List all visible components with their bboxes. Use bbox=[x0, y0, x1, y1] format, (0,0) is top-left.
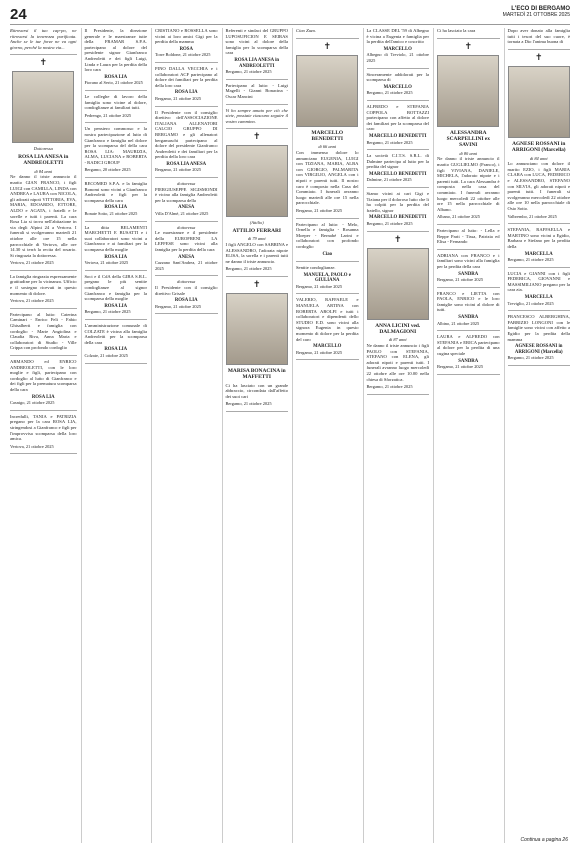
divider bbox=[367, 231, 430, 232]
notice-sig: AGNESE ROSSANI in ARRIGONI (Marcella) bbox=[514, 344, 563, 355]
column-3 bbox=[151, 28, 218, 843]
obituary-notice bbox=[367, 72, 430, 96]
obituary-notice bbox=[226, 28, 289, 75]
obituary-notice bbox=[296, 265, 359, 289]
newspaper-name: L'ECO DI BERGAMO bbox=[511, 6, 570, 12]
divider bbox=[437, 374, 500, 375]
notice-date: Vertova, 21 ottobre 2025 bbox=[10, 260, 54, 266]
notice-sig: ANESA bbox=[178, 205, 195, 211]
notice-sig: ROSA LIA bbox=[104, 303, 128, 309]
notice-text: VALERIO, RAFFAELE e MANUELA ARTINA con ROBERTA AROLFI e tutti i collaboratori e dipendenti dello STUDIO E.D. sono vicini alla signora Eugenia in questo momento di dolore per la perdita del caro bbox=[296, 297, 359, 342]
divider bbox=[296, 218, 359, 219]
obituary-notice bbox=[508, 271, 571, 307]
obituary-notice bbox=[10, 58, 77, 266]
notice-text: Ne danno il triste annuncio il marito GUGLIELMO (Franco), i figli VIVIANA, DANIELE, MICHELA, l'adorato nipote e i parenti tutti. La cara Alessandra è composta nella casa del commiato. I funerali avranno luogo mercoledì 22 ottobre alle ore 15 nella parrocchiale di Albano. bbox=[437, 156, 500, 212]
obituary-notice bbox=[226, 83, 289, 100]
notice-date: Cazzano Sant'Andrea, 21 ottobre 2025 bbox=[155, 260, 218, 271]
notice-date: Bergamo, 21 ottobre 2025 bbox=[507, 355, 554, 361]
obituary-notice bbox=[85, 225, 148, 266]
obituary-notice bbox=[226, 108, 289, 125]
notice-text: PINO DALLA VECCHIA e i collaboratori ACF partecipano al dolore dei familiari per la perdita della loro cara bbox=[155, 65, 218, 88]
notice-date: Bonate Sotto, 21 ottobre 2025 bbox=[84, 211, 138, 217]
notice-name: ANNA LICINI ved. DALMAGIONI bbox=[375, 322, 421, 336]
notice-text: LAURA e ALFREDO con STEFANIA e ERICA partecipano al dolore per la perdita di una cugina speciale bbox=[437, 334, 500, 357]
notice-date: Albegno di Treviolo, 21 ottobre 2025 bbox=[366, 52, 429, 63]
notice-date: Fiorano al Serio, 21 ottobre 2025 bbox=[84, 80, 143, 86]
notice-text: Ne danno il triste annuncio i figli PAOLO con STEFANIA, STEFANO con ELENA, gli adorati nipoti e parenti tutti. I funerali avranno luogo mercoledì 22 ottobre alle ore 10.00 nella chiesa di Sforzatica. bbox=[366, 343, 429, 382]
notice-sig: SANDRA bbox=[458, 358, 479, 364]
cross-icon: ✝ bbox=[534, 52, 543, 63]
divider bbox=[296, 261, 359, 262]
notice-text: Lo annunciano con dolore il marito EZIO, i figli MARIA CLARA con LUCA, FEDERICO e ALESSANDRO, STEFANO con SILVIA, gli adorati nipoti e parenti tutti. I funerali si svolgeranno mercoledì 22 ottobre alle ore 10 nella parrocchiale di Osio Sotto. bbox=[507, 161, 570, 211]
divider bbox=[85, 177, 148, 178]
notice-date: Vertova, 21 ottobre 2025 bbox=[10, 298, 54, 304]
obituary-notice bbox=[367, 191, 430, 227]
notice-sig: MARCELLA bbox=[524, 251, 553, 257]
obituary-notice bbox=[296, 42, 359, 214]
divider bbox=[437, 330, 500, 331]
continues-note: Continua a pagina 26 bbox=[520, 837, 568, 843]
divider bbox=[367, 187, 430, 188]
notice-sig: MARCELLO BENEDETTI bbox=[369, 171, 427, 177]
divider bbox=[10, 270, 77, 271]
obituary-notice bbox=[10, 414, 77, 450]
notice-place: dottoressa bbox=[177, 224, 196, 230]
notice-text: La ditta BELAMENTI MARCHETTI E BUSATTI e i suoi collaboratori sono vicini a Gianfranco e ai familiari per la scomparsa della moglie bbox=[84, 224, 147, 252]
obituary-notice bbox=[85, 274, 148, 315]
notice-date: Pedrengo, 21 ottobre 2025 bbox=[84, 112, 132, 118]
notice-date: Bergamo, 21 ottobre 2025 bbox=[366, 221, 413, 227]
obituary-notice bbox=[155, 28, 218, 58]
notice-date: Valbrembo, 21 ottobre 2025 bbox=[507, 213, 557, 219]
notice-text: Partecipano al lutto: Caterina Caminari - Enrico Feli - Fabio Ghisalberti e famiglia con cordoglio - Marie Angiolina e Claudia Riva, Anna Maria e collaboratori di Studio - Ville Crippa con profondo cordoglio bbox=[10, 311, 77, 351]
divider bbox=[508, 310, 571, 311]
obituary-notice bbox=[85, 94, 148, 118]
obituary-notice bbox=[367, 104, 430, 145]
notice-text: RECOMED S.P.A. e la famiglia Bonomi sono vicini a Gianfranco Andreoletti e figli per la scomparsa della cara bbox=[84, 181, 147, 203]
notice-text: La famiglia ringrazia espressamente gratitudine per la vicinanza. Ufficio e il sostegno ricevuti in questo momento di dolore. bbox=[10, 273, 77, 296]
notice-date: Colzate, 21 ottobre 2025 bbox=[84, 352, 128, 358]
obituary-notice bbox=[437, 291, 500, 327]
cross-icon: ✝ bbox=[252, 279, 261, 290]
notice-date: Dalmine, 21 ottobre 2025 bbox=[366, 177, 412, 183]
divider bbox=[10, 54, 77, 55]
portrait-photo bbox=[367, 248, 429, 320]
notice-text: Dopo aver donato alla famiglia tutti i tesori del suo cuore, è tornata a Dio l'anima buona di bbox=[507, 28, 570, 45]
obituary-notice bbox=[437, 228, 500, 245]
divider bbox=[367, 100, 430, 101]
divider bbox=[10, 355, 77, 356]
divider bbox=[155, 275, 218, 276]
divider bbox=[296, 359, 359, 360]
divider bbox=[226, 104, 289, 105]
divider bbox=[367, 149, 430, 150]
obituary-notice bbox=[437, 334, 500, 370]
notice-text: Sentite condoglianze. bbox=[296, 265, 336, 271]
page-number: 24 bbox=[10, 6, 27, 23]
obituary-notice bbox=[85, 323, 148, 359]
obituary-notice bbox=[85, 181, 148, 217]
page-header bbox=[10, 6, 570, 25]
divider bbox=[155, 313, 218, 314]
divider bbox=[85, 221, 148, 222]
portrait-photo bbox=[12, 71, 74, 143]
divider bbox=[85, 122, 148, 123]
divider bbox=[367, 68, 430, 69]
notice-sig: ROSA LIA ANESA bbox=[166, 161, 207, 167]
divider bbox=[226, 411, 289, 412]
divider bbox=[10, 410, 77, 411]
notice-sig: ROSA LIA bbox=[104, 347, 128, 353]
notice-sig: MARCELLO BENEDETTI bbox=[369, 215, 427, 221]
divider bbox=[155, 62, 218, 63]
obituary-grid bbox=[10, 28, 570, 843]
notice-sig: MANUELA, PAOLO e GIULIANA bbox=[303, 272, 351, 284]
notice-text: Ci ha lasciato la cara bbox=[437, 28, 476, 33]
notice-date: Casnigo, 21 ottobre 2025 bbox=[10, 400, 55, 406]
obituary-notice bbox=[508, 227, 571, 263]
notice-date: Bergamo, 20 ottobre 2025 bbox=[84, 167, 131, 173]
column-6 bbox=[363, 28, 430, 843]
notice-sub: di 84 anni bbox=[529, 155, 548, 161]
divider bbox=[155, 177, 218, 178]
obituary-notice bbox=[367, 235, 430, 390]
obituary-notice bbox=[296, 28, 359, 34]
cross-icon: ✝ bbox=[464, 41, 473, 52]
obituary-notice bbox=[155, 225, 218, 272]
notice-name: ALESSANDRA SCARPELLINI ex SAVINI bbox=[446, 129, 490, 149]
divider bbox=[437, 38, 500, 39]
notice-sig: ROSA LIA bbox=[104, 254, 128, 260]
notice-date: Bergamo, 21 ottobre 2025 bbox=[437, 277, 484, 283]
notice-date: Bergamo, 21 ottobre 2025 bbox=[366, 90, 413, 96]
notice-date: Bergamo, 21 ottobre 2025 bbox=[296, 283, 343, 289]
notice-date: Bergamo, 21 ottobre 2025 bbox=[225, 69, 272, 75]
notice-text: Incredulli, TANIA e PATRIZIA pregano per la cara ROSA LIA, stringendosi a Gianfranco e figli per l'improvvisa scomparsa della loro amica. bbox=[10, 413, 77, 442]
obituary-notice bbox=[367, 153, 430, 183]
masthead bbox=[503, 6, 570, 18]
issue-date: MARTEDÌ 21 OTTOBRE 2025 bbox=[502, 12, 570, 18]
cross-icon: ✝ bbox=[252, 132, 261, 143]
notice-text: L'amministrazione comunale di COLZATE è vicina alla famiglia Andreoletti per la scomparsa della cara bbox=[84, 322, 147, 345]
notice-sig: SANDRA bbox=[458, 315, 479, 321]
obituary-notice bbox=[155, 110, 218, 174]
notice-sig: Ciao bbox=[322, 251, 333, 257]
notice-sig: ROSA LIA bbox=[104, 74, 128, 80]
notice-text: I figli ANGELO con SABRINA e ALESSANDRO, l'adorata nipote ELISA, la sorella e i parenti tutti ne danno il triste annuncio. bbox=[225, 241, 288, 264]
notice-text: ARMANDO ed ENRICO ANDREOLETTI, con le loro moglie e figli, partecipano con cordoglio al lutto di Gianfranco e dei figli per la prematura scomparsa della cara bbox=[10, 359, 77, 392]
divider bbox=[226, 276, 289, 277]
divider bbox=[367, 394, 430, 395]
notice-sig: MARCELLO bbox=[313, 344, 342, 350]
notice-sub: di 80 anni bbox=[459, 150, 478, 156]
divider bbox=[155, 221, 218, 222]
notice-place: dottoressa bbox=[177, 279, 196, 285]
notice-name: AGNESE ROSSANI in ARRIGONI (Marcella) bbox=[511, 140, 566, 154]
obituary-notice bbox=[85, 126, 148, 173]
divider bbox=[85, 270, 148, 271]
notice-text: La CLASSE DEL '59 di Albegno è vicina a Eugenia e famiglia per la perdita dell'amico e coscritto bbox=[366, 28, 429, 45]
notice-text: CRISTIANO e ROSSELLA sono vicini ai loro amici Gigi per la perdita della mamma bbox=[155, 28, 218, 45]
notice-text: Sinceramente addolorati per la scomparsa di bbox=[366, 71, 429, 83]
divider bbox=[85, 319, 148, 320]
notice-text: Il Presidente, la direzione generale e le maestranze tutte della FRAMAR S.P.A. partecipano al dolore del presidente signor Gianfranco Andreoletti e dei figli Luigi, Linda e Laura per la perdita della loro cara bbox=[84, 28, 147, 73]
notice-sub: di 84 anni bbox=[34, 168, 53, 174]
column-7 bbox=[433, 28, 500, 843]
notice-date: Bergamo, 21 ottobre 2025 bbox=[225, 266, 272, 272]
notice-date: Bergamo, 21 ottobre 2025 bbox=[155, 303, 202, 309]
divider bbox=[85, 90, 148, 91]
divider bbox=[437, 224, 500, 225]
notice-quote: Ciao Zuzo. bbox=[296, 28, 317, 33]
notice-text: Un pensiero commosso e la nostra partecipazione al lutto di Gianfranco e famiglia nel dolore per la scomparsa del della cara ROSA LIA: MAURIZIA, ALMA, LUCIANA e ROBERTA - RADICI GROUP bbox=[84, 126, 147, 165]
divider bbox=[296, 38, 359, 39]
divider bbox=[437, 287, 500, 288]
obituary-notice bbox=[508, 28, 571, 45]
notice-text: Ne danno il triste annuncio il marito GIAN FRANCO, i figli LUIGI con CAMILLA, LINDA con ANDREA e LAURA con NICOLA, gli adorati nipoti VITTORIA, EVA, MARIA, EDOARDO, ETTORE, ALDO e AGATA, i fratelli e le sorelle e tutti i parenti. La cara Rosa Lia si trova nell'abitazione in via degli Alpini 24 a Vertova. I funerali si svolgeranno martedì 21 ottobre alle ore 15 nella parrocchiale di Vertova, alle ore 14.30 si terrà la recita del rosario. Si ringrazia la dottoressa. bbox=[10, 174, 77, 258]
notice-text: Partecipano al lutto: - Luigi Magelli - Gianni Bonacina - Oscar Mancini bbox=[225, 82, 288, 99]
notice-text: Le maestranze e il presidente della EUROFRENI LA LEFFESE sono vicini alla famiglia per la perdita della cara bbox=[155, 230, 218, 252]
notice-sig: ROSA LIA bbox=[31, 394, 55, 400]
notice-text: ADRIANA con FRANCO e i familiari sono vicini alla famiglia per la perdita della cara bbox=[437, 252, 500, 269]
column-2 bbox=[81, 28, 148, 843]
notice-date: Torre Boldone, 21 ottobre 2025 bbox=[155, 52, 211, 58]
notice-text: PIERGIUSEPPE SIGISMONDI è vicino alla famiglia Andreoletti per la scomparsa della bbox=[155, 186, 218, 203]
notice-text: Siamo vicini ai cari Gigi e Tiziana per il doloroso lutto che li ha colpiti per la perdita del fratello, signor bbox=[366, 191, 429, 213]
notice-sub: di 79 anni bbox=[247, 236, 266, 242]
notice-date: Albano, 21 ottobre 2025 bbox=[437, 214, 480, 220]
obituary-notice bbox=[155, 66, 218, 102]
column-1 bbox=[10, 28, 77, 843]
notice-text: Partecipano al lutto: - Lella e Beppe Parit - Tissa, Patrizia ed Elisa - Fernando bbox=[437, 227, 500, 245]
notice-text: Soci e il CdA della GIBA S.R.L. pregano le più sentite condoglianze al signor Gianfranco e famiglia per la scomparsa della moglie bbox=[84, 273, 147, 302]
notice-name: ATTILIO FERRARI bbox=[232, 227, 282, 234]
notice-sig: MARCELLA bbox=[524, 295, 553, 301]
notice-sig: ROSA bbox=[179, 46, 193, 52]
notice-date: Villa D'Almè, 21 ottobre 2025 bbox=[155, 211, 209, 217]
divider bbox=[508, 49, 571, 50]
notice-name: ROSA LIA ANESA in ANDREOLETTI bbox=[18, 153, 69, 167]
obituary-notice bbox=[10, 312, 77, 351]
notice-place: (Attilio) bbox=[249, 220, 264, 226]
notice-sig: ROSA LIA bbox=[174, 90, 198, 96]
obituary-notice bbox=[437, 42, 500, 220]
notice-quote: Ritrovarsi il tuo cap-po, ne ritrovarsi la tenerezza purificata. Anche se le tue forze ne va ogni giorno, perché la nostra via... bbox=[10, 28, 77, 50]
notice-sig: MARCELLO bbox=[383, 46, 412, 52]
obituary-notice bbox=[296, 222, 359, 258]
notice-sig: ROSA LIA bbox=[174, 298, 198, 304]
notice-text: Ci ha lasciato con un grande abbraccio, circondata dall'affetto dei suoi cari bbox=[225, 382, 288, 399]
divider bbox=[226, 79, 289, 80]
notice-text: Le colleghe di lavoro della famiglia sono vicine al dolore, condoglianze ai familiari tutti. bbox=[84, 93, 147, 111]
notice-text: LUCIA e GIANNI con i figli FEDERICA, GIOVANNI e MASSIMILIANO pregano per la cara zia. bbox=[507, 270, 570, 293]
portrait-photo bbox=[226, 293, 288, 365]
notice-text: Il Presidente con il consiglio direttivo dell'ASSOCIAZIONE ITALIANA ALLENATORI CALCIO GRUPPO DI BERGAMO e gli allenatori bergamaschi partecipano al dolore del presidente Gianfranco Andreoletti e dei familiari per la perdita della loro cara bbox=[155, 109, 218, 160]
divider bbox=[226, 128, 289, 129]
portrait-photo bbox=[226, 145, 288, 217]
cross-icon: ✝ bbox=[323, 41, 332, 52]
portrait-photo bbox=[508, 66, 570, 138]
divider bbox=[296, 293, 359, 294]
notice-date: Bergamo, 21 ottobre 2025 bbox=[155, 95, 202, 101]
notice-sig: ROSA LIA bbox=[104, 205, 128, 211]
cross-icon: ✝ bbox=[39, 58, 48, 69]
notice-date: Bergamo, 21 ottobre 2025 bbox=[296, 349, 343, 355]
divider bbox=[437, 249, 500, 250]
obituary-notice bbox=[155, 181, 218, 217]
divider bbox=[155, 106, 218, 107]
column-5 bbox=[292, 28, 359, 843]
notice-text: STEFANIA, RAFFAELLA e MARTINO sono vicini a Egidio, Barbara e Stefano per la perdita della bbox=[507, 227, 570, 249]
notice-date: Bergamo, 21 ottobre 2025 bbox=[155, 167, 202, 173]
notice-text: Referenti e sindaci del GRUPPO LUPOSUFICION E SEIRAS sono vicini al dolore della famiglia per la scomparsa della cara bbox=[225, 28, 288, 56]
divider bbox=[508, 267, 571, 268]
notice-date: Vertova, 21 ottobre 2025 bbox=[84, 260, 129, 266]
notice-text: Il Presidente con il consiglio direttivo Grisale bbox=[155, 284, 218, 296]
obituary-notice bbox=[85, 28, 148, 86]
notice-sub: di 87 anni bbox=[388, 337, 407, 343]
notice-date: Bergamo, 21 ottobre 2025 bbox=[366, 139, 413, 145]
notice-date: Bergamo, 21 ottobre 2025 bbox=[366, 384, 413, 390]
notice-text: FRANCO e LIETTA con PAOLA, ENRICO e le loro famiglie sono vicini al dolore di tutti. bbox=[437, 290, 500, 313]
obituary-notice bbox=[10, 359, 77, 406]
obituary-notice bbox=[10, 274, 77, 304]
obituary-notice bbox=[226, 132, 289, 272]
notice-text: La società C.I.T.S. S.R.L. di Dalmine partecipa al lutto per la perdita del signor bbox=[366, 153, 429, 170]
obituary-notice bbox=[508, 314, 571, 361]
notice-sub: di 66 anni bbox=[318, 144, 337, 150]
divider bbox=[10, 308, 77, 309]
obituary-notice bbox=[437, 253, 500, 283]
notice-date: Bergamo, 21 ottobre 2025 bbox=[437, 364, 484, 370]
notice-name: MARISA BONACINA in MAFFETTI bbox=[227, 367, 286, 381]
notice-sig: MARCELLO BENEDETTI bbox=[369, 133, 427, 139]
notice-text: FRANCESCO ALBERGHINA, FABRIZIO LONGONI con le famiglie sono vicini con affetto a Egidio per la perdita della mamma bbox=[507, 314, 570, 342]
obituary-notice bbox=[155, 279, 218, 309]
notice-sig: ANESA bbox=[178, 254, 195, 260]
portrait-photo bbox=[437, 55, 499, 127]
notice-place: dottoressa bbox=[177, 181, 196, 187]
notice-date: Vertova, 21 ottobre 2025 bbox=[10, 443, 54, 449]
notice-sig: ROSA LIA ANESA in ANDREOLETTI bbox=[234, 57, 280, 69]
notice-sig: MARCELLO bbox=[383, 84, 412, 90]
obituary-notice bbox=[437, 28, 500, 34]
obituary-notice bbox=[508, 53, 571, 219]
column-4 bbox=[222, 28, 289, 843]
column-8 bbox=[504, 28, 571, 843]
notice-text: Con immenso dolore lo annunciano EUGENIA, LUIGI con TIZIANA, MARIA, ALBA con GIORGIO, PALMARITA con VIRGILIO, ANGELA con i nipoti e parenti tutti. Il nostro caro è composto nella Casa del Commiato. I funerali avranno luogo martedì alle ore 15 nella parrocchiale. bbox=[296, 150, 359, 206]
divider bbox=[508, 223, 571, 224]
portrait-photo bbox=[296, 55, 358, 127]
obituary-notice bbox=[10, 28, 77, 50]
notice-name: MARCELLO BENEDETTI bbox=[311, 129, 344, 142]
obituary-notice bbox=[367, 28, 430, 64]
obituary-notice bbox=[296, 297, 359, 355]
notice-text: Partecipano al lutto: - Melo, Ornella e famiglia - Rosanna Moeper - Bernabé Larini e collaboratori con profondo cordoglio bbox=[296, 221, 359, 249]
notice-date: Bergamo, 21 ottobre 2025 bbox=[507, 257, 554, 263]
notice-date: Treviglio, 21 ottobre 2025 bbox=[507, 300, 554, 306]
notice-sig: SANDRA bbox=[458, 271, 479, 277]
notice-place: Dottoressa bbox=[33, 146, 53, 152]
notice-date: Albino, 21 ottobre 2025 bbox=[437, 320, 480, 326]
notice-date: Bergamo, 21 ottobre 2025 bbox=[225, 401, 272, 407]
cross-icon: ✝ bbox=[393, 234, 402, 245]
notice-quote: Vi ho sempre amato per ciò che siete, possiate ciascuno seguire il vostro cammino. bbox=[225, 107, 288, 124]
divider bbox=[85, 363, 148, 364]
notice-date: Bergamo, 21 ottobre 2025 bbox=[84, 309, 131, 315]
divider bbox=[508, 365, 571, 366]
divider bbox=[10, 453, 77, 454]
notice-text: ALFREDO e STEFANIA COPPOLA BOTTAZZI partecipano con affetto al dolore dei familiari per la scomparsa del caro bbox=[366, 103, 429, 132]
notice-date: Bergamo, 21 ottobre 2025 bbox=[296, 207, 343, 213]
obituary-notice bbox=[226, 280, 289, 407]
